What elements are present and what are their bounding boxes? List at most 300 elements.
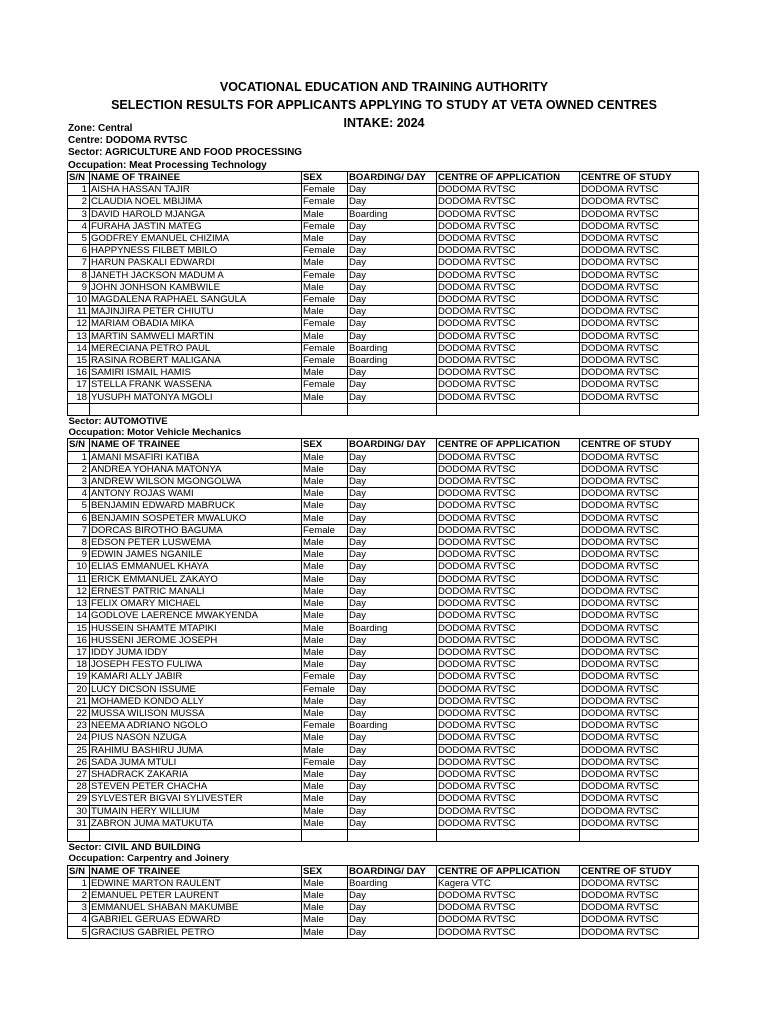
centre-of-study: DODOMA RVTSC [580, 512, 699, 524]
serial-number: 22 [68, 707, 90, 719]
centre-of-application: DODOMA RVTSC [437, 184, 580, 196]
boarding-day: Day [348, 683, 437, 695]
boarding-day: Day [348, 294, 437, 306]
table-row [68, 646, 699, 658]
centre-of-study: DODOMA RVTSC [580, 926, 699, 938]
table-row [68, 537, 699, 549]
boarding-day: Day [348, 744, 437, 756]
table-row [68, 281, 699, 293]
boarding-day: Day [348, 659, 437, 671]
trainee-name: EDWIN JAMES NGANILE [90, 549, 302, 561]
centre-of-study: DODOMA RVTSC [580, 634, 699, 646]
trainee-name: IDDY JUMA IDDY [90, 646, 302, 658]
centre-of-application: DODOMA RVTSC [437, 573, 580, 585]
table-row [68, 805, 699, 817]
centre-of-application: DODOMA RVTSC [437, 805, 580, 817]
sex: Male [302, 512, 348, 524]
trainee-name: ANTONY ROJAS WAMI [90, 488, 302, 500]
table-row [68, 233, 699, 245]
centre-of-application: DODOMA RVTSC [437, 476, 580, 488]
occupation-label-row [68, 853, 699, 865]
boarding-day: Boarding [348, 342, 437, 354]
boarding-day: Day [348, 257, 437, 269]
sex: Male [302, 902, 348, 914]
sex: Male [302, 330, 348, 342]
boarding-day: Day [348, 634, 437, 646]
trainee-name: GRACIUS GABRIEL PETRO [90, 926, 302, 938]
boarding-day: Boarding [348, 622, 437, 634]
trainee-name: SAMIRI ISMAIL HAMIS [90, 367, 302, 379]
serial-number: 9 [68, 281, 90, 293]
boarding-day: Day [348, 768, 437, 780]
centre-of-application: DODOMA RVTSC [437, 330, 580, 342]
table-row [68, 622, 699, 634]
sex: Female [302, 756, 348, 768]
centre-of-application: DODOMA RVTSC [437, 196, 580, 208]
trainee-name: HAPPYNESS FILBET MBILO [90, 245, 302, 257]
column-header: CENTRE OF STUDY [580, 172, 699, 184]
sector-label: Sector: CIVIL AND BUILDING [68, 842, 201, 854]
boarding-day: Day [348, 233, 437, 245]
boarding-day: Day [348, 561, 437, 573]
centre-of-study: DODOMA RVTSC [580, 720, 699, 732]
centre-of-application: DODOMA RVTSC [437, 220, 580, 232]
sex: Female [302, 524, 348, 536]
sex: Male [302, 889, 348, 901]
serial-number: 1 [68, 184, 90, 196]
trainee-name: SADA JUMA MTULI [90, 756, 302, 768]
empty-cell [437, 403, 580, 415]
serial-number: 17 [68, 646, 90, 658]
boarding-day: Day [348, 707, 437, 719]
centre-of-study: DODOMA RVTSC [580, 756, 699, 768]
trainee-name: SHADRACK ZAKARIA [90, 768, 302, 780]
empty-cell [302, 829, 348, 841]
centre-of-study: DODOMA RVTSC [580, 184, 699, 196]
trainee-name: MARTIN SAMWELI MARTIN [90, 330, 302, 342]
centre-of-study: DODOMA RVTSC [580, 500, 699, 512]
sex: Male [302, 488, 348, 500]
centre-of-application: DODOMA RVTSC [437, 634, 580, 646]
column-header: SEX [302, 439, 348, 451]
table-row [68, 573, 699, 585]
column-header: S/N [68, 439, 90, 451]
trainee-name: PIUS NASON NZUGA [90, 732, 302, 744]
centre-of-study: DODOMA RVTSC [580, 318, 699, 330]
centre-label: Centre: DODOMA RVTSC [68, 135, 188, 147]
centre-of-application: DODOMA RVTSC [437, 512, 580, 524]
centre-of-study: DODOMA RVTSC [580, 537, 699, 549]
centre-of-application: DODOMA RVTSC [437, 257, 580, 269]
column-header: S/N [68, 865, 90, 877]
table-row [68, 585, 699, 597]
boarding-day: Day [348, 817, 437, 829]
serial-number: 10 [68, 294, 90, 306]
boarding-day: Day [348, 926, 437, 938]
table-row [68, 695, 699, 707]
serial-number: 27 [68, 768, 90, 780]
boarding-day: Day [348, 318, 437, 330]
centre-of-application: DODOMA RVTSC [437, 768, 580, 780]
empty-cell [68, 403, 90, 415]
sex: Male [302, 926, 348, 938]
centre-of-application: DODOMA RVTSC [437, 379, 580, 391]
trainee-name: ERNEST PATRIC MANALI [90, 585, 302, 597]
trainee-name: LUCY DICSON ISSUME [90, 683, 302, 695]
boarding-day: Day [348, 805, 437, 817]
boarding-day: Boarding [348, 720, 437, 732]
centre-of-application: DODOMA RVTSC [437, 233, 580, 245]
trainee-name: GODFREY EMANUEL CHIZIMA [90, 233, 302, 245]
serial-number: 24 [68, 732, 90, 744]
trainee-name: STEVEN PETER CHACHA [90, 781, 302, 793]
centre-of-application: DODOMA RVTSC [437, 889, 580, 901]
centre-of-application: DODOMA RVTSC [437, 817, 580, 829]
sex: Male [302, 233, 348, 245]
serial-number: 31 [68, 817, 90, 829]
sex: Female [302, 245, 348, 257]
trainee-name: FURAHA JASTIN MATEG [90, 220, 302, 232]
serial-number: 17 [68, 379, 90, 391]
sex: Male [302, 768, 348, 780]
boarding-day: Day [348, 476, 437, 488]
centre-of-study: DODOMA RVTSC [580, 573, 699, 585]
serial-number: 3 [68, 476, 90, 488]
boarding-day: Day [348, 330, 437, 342]
serial-number: 6 [68, 245, 90, 257]
trainee-name: RASINA ROBERT MALIGANA [90, 355, 302, 367]
centre-of-application: DODOMA RVTSC [437, 744, 580, 756]
trainee-name: AMANI MSAFIRI KATIBA [90, 451, 302, 463]
boarding-day: Day [348, 306, 437, 318]
centre-of-application: DODOMA RVTSC [437, 732, 580, 744]
trainee-name: DAVID HAROLD MJANGA [90, 208, 302, 220]
serial-number: 8 [68, 269, 90, 281]
table-row [68, 732, 699, 744]
centre-of-study: DODOMA RVTSC [580, 683, 699, 695]
sex: Male [302, 634, 348, 646]
serial-number: 12 [68, 318, 90, 330]
centre-of-application: DODOMA RVTSC [437, 537, 580, 549]
centre-of-application: DODOMA RVTSC [437, 720, 580, 732]
empty-cell [90, 829, 302, 841]
centre-of-application: DODOMA RVTSC [437, 683, 580, 695]
table-header-row [68, 439, 699, 451]
table-row [68, 889, 699, 901]
centre-of-study: DODOMA RVTSC [580, 610, 699, 622]
centre-of-study: DODOMA RVTSC [580, 732, 699, 744]
sex: Female [302, 184, 348, 196]
column-header: NAME OF TRAINEE [90, 865, 302, 877]
table-header-row [68, 172, 699, 184]
centre-of-application: DODOMA RVTSC [437, 793, 580, 805]
boarding-day: Day [348, 732, 437, 744]
centre-of-application: DODOMA RVTSC [437, 306, 580, 318]
centre-of-application: DODOMA RVTSC [437, 781, 580, 793]
table-row [68, 524, 699, 536]
sex: Male [302, 281, 348, 293]
boarding-day: Day [348, 549, 437, 561]
sex: Female [302, 318, 348, 330]
boarding-day: Day [348, 537, 437, 549]
column-header: BOARDING/ DAY [348, 172, 437, 184]
sex: Male [302, 744, 348, 756]
centre-of-study: DODOMA RVTSC [580, 379, 699, 391]
trainee-name: JANETH JACKSON MADUM A [90, 269, 302, 281]
sector-label: Sector: AUTOMOTIVE [68, 416, 168, 428]
sex: Male [302, 463, 348, 475]
centre-of-study: DODOMA RVTSC [580, 793, 699, 805]
table-row [68, 793, 699, 805]
serial-number: 5 [68, 926, 90, 938]
centre-of-study: DODOMA RVTSC [580, 233, 699, 245]
boarding-day: Day [348, 695, 437, 707]
trainee-name: GABRIEL GERUAS EDWARD [90, 914, 302, 926]
table-row [68, 294, 699, 306]
centre-of-study: DODOMA RVTSC [580, 914, 699, 926]
sector-label-row [68, 416, 699, 428]
centre-of-application: DODOMA RVTSC [437, 342, 580, 354]
table-row [68, 488, 699, 500]
centre-of-study: DODOMA RVTSC [580, 877, 699, 889]
centre-of-study: DODOMA RVTSC [580, 707, 699, 719]
table-row [68, 720, 699, 732]
column-header: NAME OF TRAINEE [90, 172, 302, 184]
trainee-name: HARUN PASKALI EDWARDI [90, 257, 302, 269]
serial-number: 2 [68, 196, 90, 208]
sex: Male [302, 877, 348, 889]
column-header: CENTRE OF APPLICATION [437, 865, 580, 877]
centre-of-study: DODOMA RVTSC [580, 306, 699, 318]
trainee-name: RAHIMU BASHIRU JUMA [90, 744, 302, 756]
table-row [68, 877, 699, 889]
serial-number: 15 [68, 622, 90, 634]
serial-number: 23 [68, 720, 90, 732]
sex: Male [302, 732, 348, 744]
sex: Female [302, 355, 348, 367]
table-row [68, 549, 699, 561]
centre-of-application: DODOMA RVTSC [437, 598, 580, 610]
authority-title: VOCATIONAL EDUCATION AND TRAINING AUTHORITY [219, 80, 549, 94]
serial-number: 20 [68, 683, 90, 695]
column-header: BOARDING/ DAY [348, 865, 437, 877]
trainee-name: EDWINE MARTON RAULENT [90, 877, 302, 889]
boarding-day: Day [348, 220, 437, 232]
trainee-name: ERICK EMMANUEL ZAKAYO [90, 573, 302, 585]
centre-of-application: DODOMA RVTSC [437, 902, 580, 914]
sex: Male [302, 817, 348, 829]
centre-of-study: DODOMA RVTSC [580, 671, 699, 683]
centre-of-study: DODOMA RVTSC [580, 451, 699, 463]
sex: Female [302, 269, 348, 281]
occupation-label-row [68, 427, 699, 439]
trainee-name: YUSUPH MATONYA MGOLI [90, 391, 302, 403]
trainee-name: JOHN JONHSON KAMBWILE [90, 281, 302, 293]
sex: Male [302, 391, 348, 403]
trainee-name: CLAUDIA NOEL MBIJIMA [90, 196, 302, 208]
serial-number: 12 [68, 585, 90, 597]
serial-number: 3 [68, 902, 90, 914]
occupation-label: Occupation: Motor Vehicle Mechanics [68, 427, 242, 439]
trainee-name: AISHA HASSAN TAJIR [90, 184, 302, 196]
boarding-day: Day [348, 756, 437, 768]
column-header: CENTRE OF APPLICATION [437, 439, 580, 451]
table-row [68, 756, 699, 768]
centre-of-application: DODOMA RVTSC [437, 355, 580, 367]
blank-row [68, 403, 699, 415]
trainee-name: MAJINJIRA PETER CHIUTU [90, 306, 302, 318]
table-row [68, 914, 699, 926]
serial-number: 6 [68, 512, 90, 524]
table-header-row [68, 865, 699, 877]
column-header: SEX [302, 172, 348, 184]
trainee-name: EMMANUEL SHABAN MAKUMBE [90, 902, 302, 914]
centre-of-application: DODOMA RVTSC [437, 659, 580, 671]
table-row [68, 671, 699, 683]
centre-of-application: DODOMA RVTSC [437, 622, 580, 634]
trainee-name: SYLVESTER BIGVAI SYLIVESTER [90, 793, 302, 805]
trainee-name: EMANUEL PETER LAURENT [90, 889, 302, 901]
sex: Male [302, 573, 348, 585]
sex: Male [302, 695, 348, 707]
centre-of-study: DODOMA RVTSC [580, 281, 699, 293]
serial-number: 9 [68, 549, 90, 561]
empty-cell [302, 403, 348, 415]
sex: Male [302, 793, 348, 805]
serial-number: 1 [68, 877, 90, 889]
boarding-day: Day [348, 512, 437, 524]
sex: Male [302, 646, 348, 658]
serial-number: 1 [68, 451, 90, 463]
boarding-day: Day [348, 671, 437, 683]
trainee-name: FELIX OMARY MICHAEL [90, 598, 302, 610]
table-row [68, 476, 699, 488]
boarding-day: Boarding [348, 355, 437, 367]
sex: Female [302, 379, 348, 391]
centre-of-study: DODOMA RVTSC [580, 781, 699, 793]
table-row [68, 330, 699, 342]
sex: Male [302, 622, 348, 634]
boarding-day: Day [348, 379, 437, 391]
boarding-day: Day [348, 889, 437, 901]
centre-of-application: DODOMA RVTSC [437, 391, 580, 403]
serial-number: 21 [68, 695, 90, 707]
trainee-name: BENJAMIN SOSPETER MWALUKO [90, 512, 302, 524]
trainee-name: MOHAMED KONDO ALLY [90, 695, 302, 707]
boarding-day: Day [348, 646, 437, 658]
column-header: CENTRE OF STUDY [580, 439, 699, 451]
boarding-day: Day [348, 488, 437, 500]
sex: Male [302, 914, 348, 926]
table-row [68, 306, 699, 318]
serial-number: 13 [68, 330, 90, 342]
sex: Male [302, 500, 348, 512]
empty-cell [68, 829, 90, 841]
sex: Male [302, 451, 348, 463]
boarding-day: Day [348, 573, 437, 585]
table-row [68, 500, 699, 512]
centre-of-application: DODOMA RVTSC [437, 269, 580, 281]
empty-cell [580, 403, 699, 415]
table-row [68, 196, 699, 208]
centre-of-study: DODOMA RVTSC [580, 902, 699, 914]
boarding-day: Day [348, 184, 437, 196]
sex: Male [302, 707, 348, 719]
centre-of-study: DODOMA RVTSC [580, 817, 699, 829]
table-row [68, 245, 699, 257]
trainee-name: GODLOVE LAERENCE MWAKYENDA [90, 610, 302, 622]
serial-number: 3 [68, 208, 90, 220]
boarding-day: Day [348, 281, 437, 293]
boarding-day: Day [348, 610, 437, 622]
centre-of-study: DODOMA RVTSC [580, 488, 699, 500]
column-header: CENTRE OF STUDY [580, 865, 699, 877]
centre-of-study: DODOMA RVTSC [580, 220, 699, 232]
centre-of-application: Kagera VTC [437, 877, 580, 889]
table-row [68, 744, 699, 756]
column-header: BOARDING/ DAY [348, 439, 437, 451]
centre-of-study: DODOMA RVTSC [580, 695, 699, 707]
table-row [68, 926, 699, 938]
trainee-name: HUSSEIN SHAMTE MTAPIKI [90, 622, 302, 634]
centre-of-study: DODOMA RVTSC [580, 342, 699, 354]
serial-number: 16 [68, 634, 90, 646]
boarding-day: Day [348, 598, 437, 610]
centre-of-study: DODOMA RVTSC [580, 768, 699, 780]
serial-number: 15 [68, 355, 90, 367]
centre-of-application: DODOMA RVTSC [437, 561, 580, 573]
sector-label-row [68, 842, 699, 854]
sex: Male [302, 805, 348, 817]
trainee-name: ANDREW WILSON MGONGOLWA [90, 476, 302, 488]
centre-of-application: DODOMA RVTSC [437, 294, 580, 306]
centre-of-application: DODOMA RVTSC [437, 926, 580, 938]
serial-number: 2 [68, 463, 90, 475]
centre-of-application: DODOMA RVTSC [437, 281, 580, 293]
sex: Male [302, 537, 348, 549]
centre-of-application: DODOMA RVTSC [437, 756, 580, 768]
serial-number: 4 [68, 220, 90, 232]
serial-number: 8 [68, 537, 90, 549]
table-row [68, 342, 699, 354]
centre-of-study: DODOMA RVTSC [580, 196, 699, 208]
trainee-name: MERECIANA PETRO PAUL [90, 342, 302, 354]
centre-of-application: DODOMA RVTSC [437, 318, 580, 330]
centre-of-study: DODOMA RVTSC [580, 294, 699, 306]
serial-number: 10 [68, 561, 90, 573]
table-row [68, 208, 699, 220]
centre-of-study: DODOMA RVTSC [580, 245, 699, 257]
serial-number: 5 [68, 500, 90, 512]
sex: Male [302, 476, 348, 488]
column-header: CENTRE OF APPLICATION [437, 172, 580, 184]
centre-of-study: DODOMA RVTSC [580, 476, 699, 488]
trainee-name: TUMAIN HERY WILLIUM [90, 805, 302, 817]
centre-of-application: DODOMA RVTSC [437, 585, 580, 597]
serial-number: 11 [68, 306, 90, 318]
centre-of-application: DODOMA RVTSC [437, 524, 580, 536]
table-row [68, 391, 699, 403]
serial-number: 13 [68, 598, 90, 610]
centre-of-study: DODOMA RVTSC [580, 208, 699, 220]
serial-number: 7 [68, 257, 90, 269]
trainee-name: DORCAS BIROTHO BAGUMA [90, 524, 302, 536]
centre-of-study: DODOMA RVTSC [580, 889, 699, 901]
trainee-name: MUSSA WILISON MUSSA [90, 707, 302, 719]
boarding-day: Day [348, 793, 437, 805]
centre-of-application: DODOMA RVTSC [437, 671, 580, 683]
table-row [68, 561, 699, 573]
